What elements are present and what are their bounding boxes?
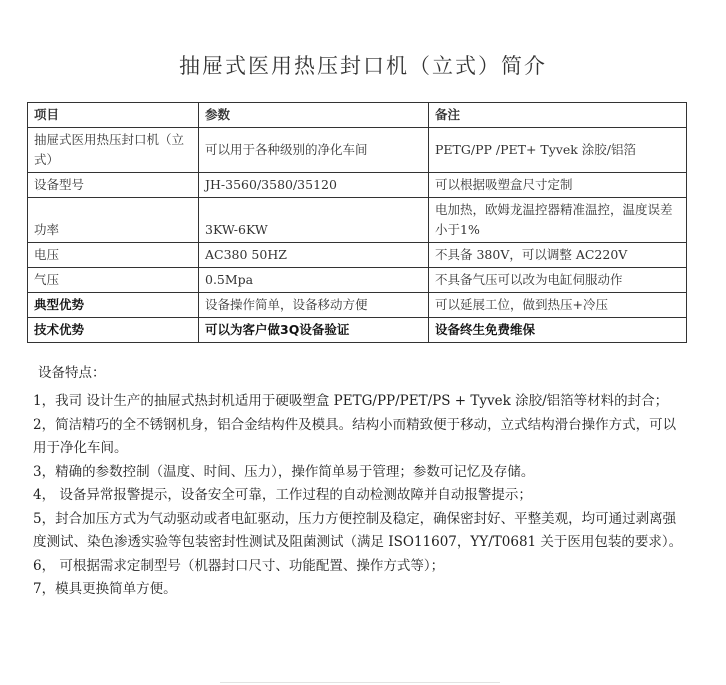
- cell-item: 气压: [28, 268, 199, 293]
- cell-param: AC380 50HZ: [199, 243, 429, 268]
- list-item: 3，精确的参数控制（温度、时间、压力），操作简单易于管理；参数可记忆及存储。: [33, 463, 535, 480]
- list-item: 4， 设备异常报警提示，设备安全可靠，工作过程的自动检测故障并自动报警提示；: [33, 487, 532, 503]
- table-row: [28, 318, 687, 343]
- cell-note: 电加热，欧姆龙温控器精准温控，温度误差小于1%: [429, 198, 687, 243]
- cell-param: 设备操作简单，设备移动方便: [199, 293, 429, 318]
- cell-param: 可以为客户做3Q设备验证: [199, 318, 429, 343]
- table-row: [28, 198, 687, 243]
- cell-param: JH-3560/3580/35120: [199, 173, 429, 198]
- header-item: 项目: [28, 103, 199, 128]
- cell-note: 可以根据吸塑盒尺寸定制: [429, 173, 687, 198]
- header-param: 参数: [199, 103, 429, 128]
- table-row: [28, 128, 687, 173]
- cell-item: 设备型号: [28, 173, 199, 198]
- table-row: [28, 268, 687, 293]
- list-item: 2，简洁精巧的全不锈钢机身，铝合金结构件及模具。结构小而精致便于移动，立式结构滑台操作方式，可以用于净化车间。: [33, 416, 677, 456]
- list-item: 7，模具更换简单方便。: [33, 581, 177, 597]
- cell-item: 电压: [28, 243, 199, 268]
- cell-item: 典型优势: [28, 293, 199, 318]
- cell-param: 可以用于各种级别的净化车间: [199, 128, 429, 173]
- spec-table: [27, 102, 687, 343]
- cell-param: 3KW-6KW: [199, 198, 429, 243]
- table-header-row: [28, 103, 687, 128]
- list-item: 5，封合加压方式为气动驱动或者电缸驱动，压力方便控制及稳定，确保密封好、平整美观，均可通过剥离强度测试、染色渗透实验等包装密封性测试及阻菌测试（满足 ISO11607，YY/T0681 关于医用包装的要求）。: [33, 510, 683, 550]
- table-row: [28, 173, 687, 198]
- cell-param: 0.5Mpa: [199, 268, 429, 293]
- cell-note: 不具备 380V，可以调整 AC220V: [429, 243, 687, 268]
- table-row: [28, 293, 687, 318]
- page-title: 抽屉式医用热压封口机（立式）简介: [179, 54, 547, 78]
- cell-note: 设备终生免费维保: [429, 318, 687, 343]
- divider: [220, 682, 500, 683]
- cell-note: 不具备气压可以改为电缸伺服动作: [429, 268, 687, 293]
- features-list: [33, 390, 683, 602]
- features-heading: 设备特点：: [38, 365, 106, 381]
- list-item: 1，我司 设计生产的抽屉式热封机适用于硬吸塑盒 PETG/PP/PET/PS + Tyvek 涂胶/铝箔等材料的封合；: [33, 393, 669, 409]
- list-item: 6， 可根据需求定制型号（机器封口尺寸、功能配置、操作方式等）；: [33, 557, 445, 574]
- header-note: 备注: [429, 103, 687, 128]
- cell-note: PETG/PP /PET+ Tyvek 涂胶/铝箔: [429, 128, 687, 173]
- cell-item: 抽屉式医用热压封口机（立式）: [28, 128, 199, 173]
- cell-item: 技术优势: [28, 318, 199, 343]
- cell-note: 可以延展工位，做到热压+冷压: [429, 293, 687, 318]
- table-row: [28, 243, 687, 268]
- cell-item: 功率: [28, 198, 199, 243]
